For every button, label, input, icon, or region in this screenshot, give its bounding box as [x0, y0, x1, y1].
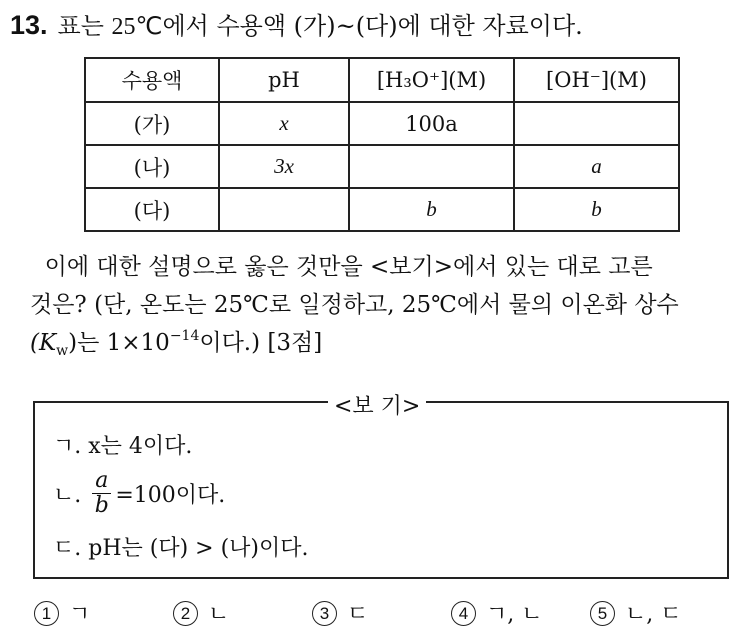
cell-h3o-value: 100a [405, 111, 458, 136]
choice-number: 1 [34, 601, 59, 626]
header-oh: [OH⁻](M) [514, 58, 679, 102]
choice-number: 4 [451, 601, 476, 626]
question-number: 13. [10, 10, 48, 40]
prompt-line-3 [30, 324, 735, 365]
cell-h3o [349, 102, 514, 145]
table-row [85, 145, 679, 188]
bogi-box [33, 394, 729, 579]
data-table [84, 57, 680, 232]
question-text-end: 에서 수용액 (가)~(다)에 대한 자료이다. [162, 12, 583, 40]
bogi-item-text: x는 4이다. [88, 434, 193, 459]
question-text-start: 표는 [57, 12, 112, 40]
cell-solution: (가) [85, 102, 219, 145]
cell-oh: a [514, 145, 679, 188]
choice-5[interactable] [590, 597, 682, 628]
choice-4[interactable] [451, 597, 543, 628]
table-row [85, 102, 679, 145]
bogi-marker: ㄴ. [53, 483, 82, 508]
choice-3[interactable] [312, 597, 368, 628]
choice-1[interactable] [34, 597, 90, 628]
cell-oh [514, 102, 679, 145]
prompt-line-1-text: 이에 대한 설명으로 옳은 것만을 <보기>에서 있는 대로 고른 [44, 254, 653, 280]
cell-h3o [349, 145, 514, 188]
question-prompt [30, 248, 735, 365]
prompt-line-3-end: 이다.) [3점] [199, 330, 323, 356]
header-solution: 수용액 [85, 58, 219, 102]
choice-text: ㄷ [347, 602, 369, 627]
cell-ph: x [219, 102, 349, 145]
header-h3o: [H₃O⁺](M) [349, 58, 514, 102]
cell-solution: (다) [85, 188, 219, 231]
fraction-denominator: b [94, 493, 109, 518]
question-header [10, 6, 583, 41]
fraction [92, 469, 111, 518]
bogi-title: <보 기> [328, 389, 426, 420]
cell-h3o: b [349, 188, 514, 231]
kw-exponent: −14 [169, 328, 200, 344]
choice-number: 2 [173, 601, 198, 626]
choice-2[interactable] [173, 597, 229, 628]
cell-ph [219, 188, 349, 231]
bogi-marker: ㄱ. [53, 434, 82, 459]
bogi-marker: ㄷ. [53, 536, 82, 561]
kw-subscript: w [56, 343, 69, 359]
kw-symbol: (K [30, 330, 57, 356]
bogi-item-2 [53, 469, 225, 518]
cell-solution: (나) [85, 145, 219, 188]
choice-number: 5 [590, 601, 615, 626]
prompt-line-1 [30, 248, 735, 286]
choice-text: ㄴ [208, 602, 230, 627]
choice-number: 3 [312, 601, 337, 626]
choice-text: ㄱ, ㄴ [486, 602, 543, 627]
kw-value: )는 1×10 [68, 330, 170, 356]
choice-text: ㄱ [69, 602, 91, 627]
cell-ph: 3x [219, 145, 349, 188]
cell-oh: b [514, 188, 679, 231]
bogi-item-3 [53, 531, 309, 562]
question-temperature: 25℃ [111, 14, 163, 40]
header-ph: pH [219, 58, 349, 102]
bogi-item-text: pH는 (다) > (나)이다. [88, 536, 309, 561]
fraction-numerator: a [92, 469, 111, 494]
choice-text: ㄴ, ㄷ [625, 602, 682, 627]
bogi-item-text: =100이다. [115, 483, 226, 508]
table-row [85, 188, 679, 231]
prompt-line-2: 것은? (단, 온도는 25℃로 일정하고, 25℃에서 물의 이온화 상수 [30, 292, 679, 318]
bogi-item-1 [53, 429, 192, 460]
table-header-row [85, 58, 679, 102]
